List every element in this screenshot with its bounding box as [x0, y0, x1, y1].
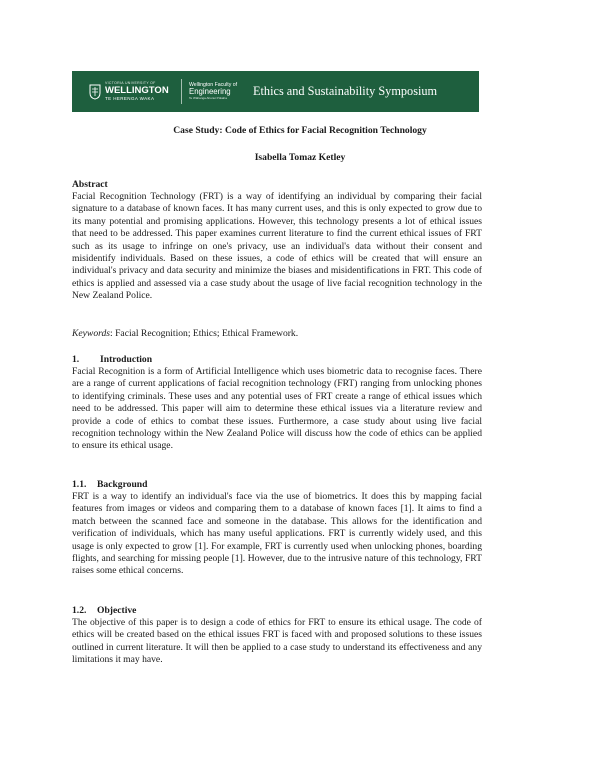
paper-title: Case Study: Code of Ethics for Facial Recognition Technology — [173, 125, 427, 136]
abstract-text: Facial Recognition Technology (FRT) is a way of identifying an individual by comparing their facial signature to a database of known faces. It has many current uses, and this is only expected to grow due to its many potential and promising applications. However, this technology presents a lot of ethical issues that need to be addressed. This paper examines current literature to find the current ethical issues of FRT such as its usage to infringe on one's privacy, use an individual's data without their consent and misidentify individuals. Based on these issues, a code of ethics will be created that will ensure an individual's privacy and data security and minimize the biases and misidentifications in FRT. This code of ethics is applied and assessed via a case study about the usage of live facial recognition technology in the New Zealand Police. — [72, 191, 482, 302]
faculty-label — [189, 83, 253, 101]
keywords-text: : Facial Recognition; Ethics; Ethical Framework. — [110, 328, 299, 339]
keywords — [72, 328, 482, 340]
section-1-heading — [72, 354, 152, 365]
section-1-number: 1. — [72, 354, 80, 365]
keywords-label: Keywords — [72, 328, 111, 339]
faculty-line2: Engineering — [189, 87, 231, 97]
section-1-2-heading — [72, 605, 136, 616]
symposium-title: Ethics and Sustainability Symposium — [253, 84, 438, 98]
symposium-banner — [72, 71, 479, 112]
section-1-title: Introduction — [100, 354, 153, 365]
section-1-2-number: 1.2. — [72, 605, 87, 616]
section-1-text: Facial Recognition is a form of Artificial Intelligence which uses biometric data to recognise faces. There are a range of current applications of facial recognition technology (FRT) ranging from unlocking phones to identifying criminals. These uses and any potential uses of FRT create a range of ethical issues which need to be addressed. This paper will aim to determine these ethical issues via a literature review and provide a code of ethics to combat these issues. Furthermore, a case study about using live facial recognition technology within the New Zealand Police will discuss how the code of ethics can be applied to ensure its ethical usage. — [72, 366, 482, 452]
university-maori-name: TE HERENGA WAKA — [105, 95, 155, 101]
university-small-text: VICTORIA UNIVERSITY OF — [105, 80, 156, 85]
section-1-1-number: 1.1. — [72, 479, 87, 490]
section-1-1-heading — [72, 479, 147, 490]
section-1-2-title: Objective — [97, 605, 137, 616]
crest-icon — [89, 84, 101, 100]
university-logo — [89, 82, 181, 102]
banner-divider — [181, 79, 182, 104]
section-1-1-title: Background — [97, 479, 148, 490]
university-name: WELLINGTON — [105, 85, 169, 97]
section-1-2-text: The objective of this paper is to design a code of ethics for FRT to ensure its ethical usage. The code of ethics will be created based on the ethical issues FRT is faced with and proposed solutions to these issues outlined in current literature. It will then be applied to a case study to understand its effectiveness and any limitations it may have. — [72, 617, 482, 666]
abstract-heading: Abstract — [72, 179, 108, 190]
author-name: Isabella Tomaz Ketley — [254, 152, 346, 163]
faculty-maori: Te Wāhanga Ahunui Pūkaha — [189, 95, 227, 100]
faculty-line1: Wellington Faculty of — [189, 81, 238, 88]
section-1-1-text: FRT is a way to identify an individual's face via the use of biometrics. It does this by mapping facial features from images or videos and comparing them to a database of known faces [1]. It aims to find a match between the scanned face and someone in the database. This allows for the identification and verification of individuals, which has many useful applications. FRT is currently widely used, and this usage is only expected to grow [1]. For example, FRT is currently used when unlocking phones, boarding flights, and searching for missing people [1]. However, due to the intrusive nature of this technology, FRT raises some ethical concerns. — [72, 491, 482, 577]
